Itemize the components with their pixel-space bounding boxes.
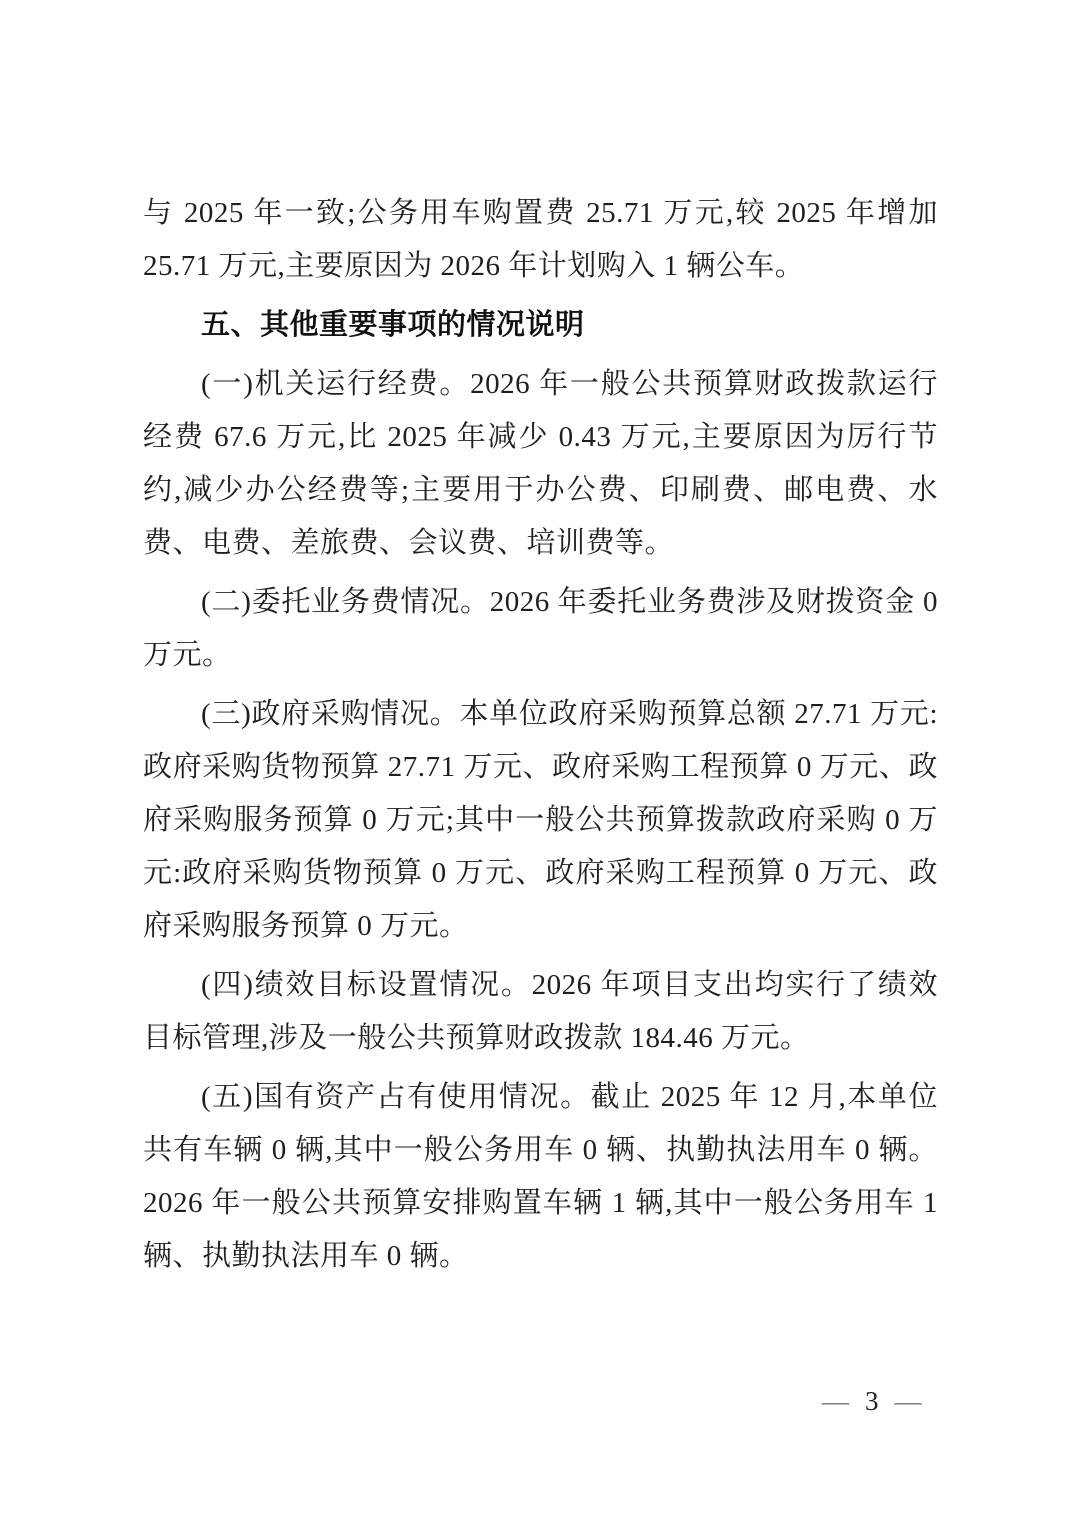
document-body bbox=[143, 187, 938, 1289]
paragraph-state-owned-assets: (五)国有资产占有使用情况。截止 2025 年 12 月,本单位共有车辆 0 辆,其中一般公务用车 0 辆、执勤执法用车 0 辆。2026 年一般公共预算安排购置车辆 1 辆,其中一般公务用车 1 辆、执勤执法用车 0 辆。 bbox=[143, 1081, 938, 1272]
section-heading-other-important-matters: 五、其他重要事项的情况说明 bbox=[201, 309, 585, 341]
paragraph-government-procurement: (三)政府采购情况。本单位政府采购预算总额 27.71 万元:政府采购货物预算 27.71 万元、政府采购工程预算 0 万元、政府采购服务预算 0 万元;其中一般公共预算拨款政府采购 0 万元:政府采购货物预算 0 万元、政府采购工程预算 0 万元、政府采购服务预算 0 万元。 bbox=[143, 698, 938, 942]
page-number-value: 3 bbox=[865, 1386, 879, 1416]
paragraph-entrusted-business-fees: (二)委托业务费情况。2026 年委托业务费涉及财拨资金 0 万元。 bbox=[143, 586, 938, 671]
paragraph-vehicle-purchase-continuation: 与 2025 年一致;公务用车购置费 25.71 万元,较 2025 年增加 25.71 万元,主要原因为 2026 年计划购入 1 辆公车。 bbox=[143, 197, 938, 282]
page-number bbox=[822, 1384, 922, 1418]
page-number-dash-right: — bbox=[894, 1386, 922, 1416]
page-number-dash-left: — bbox=[822, 1386, 849, 1416]
paragraph-agency-operating-expenses: (一)机关运行经费。2026 年一般公共预算财政拨款运行经费 67.6 万元,比 2025 年减少 0.43 万元,主要原因为厉行节约,减少办公经费等;主要用于办公费、印刷费、邮电费、水费、电费、差旅费、会议费、培训费等。 bbox=[143, 368, 938, 559]
paragraph-performance-targets: (四)绩效目标设置情况。2026 年项目支出均实行了绩效目标管理,涉及一般公共预算财政拨款 184.46 万元。 bbox=[143, 969, 938, 1054]
